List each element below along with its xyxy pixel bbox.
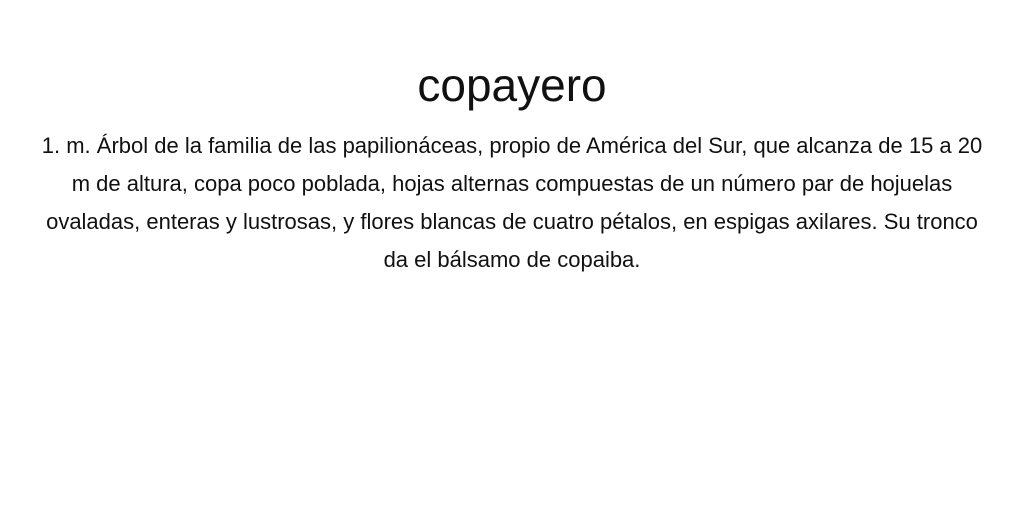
- entry-term: copayero: [417, 59, 607, 111]
- entry-definition: 1. m. Árbol de la familia de las papilionáceas, propio de América del Sur, que alcanza de 15 a 20 m de altura, copa poco poblada, hojas alternas compuestas de un número par de hojuelas ovaladas, enteras y lustrosas, y flores blancas de cuatro pétalos, en espigas axilares. Su tronco da el bálsamo de copaiba.: [41, 133, 983, 272]
